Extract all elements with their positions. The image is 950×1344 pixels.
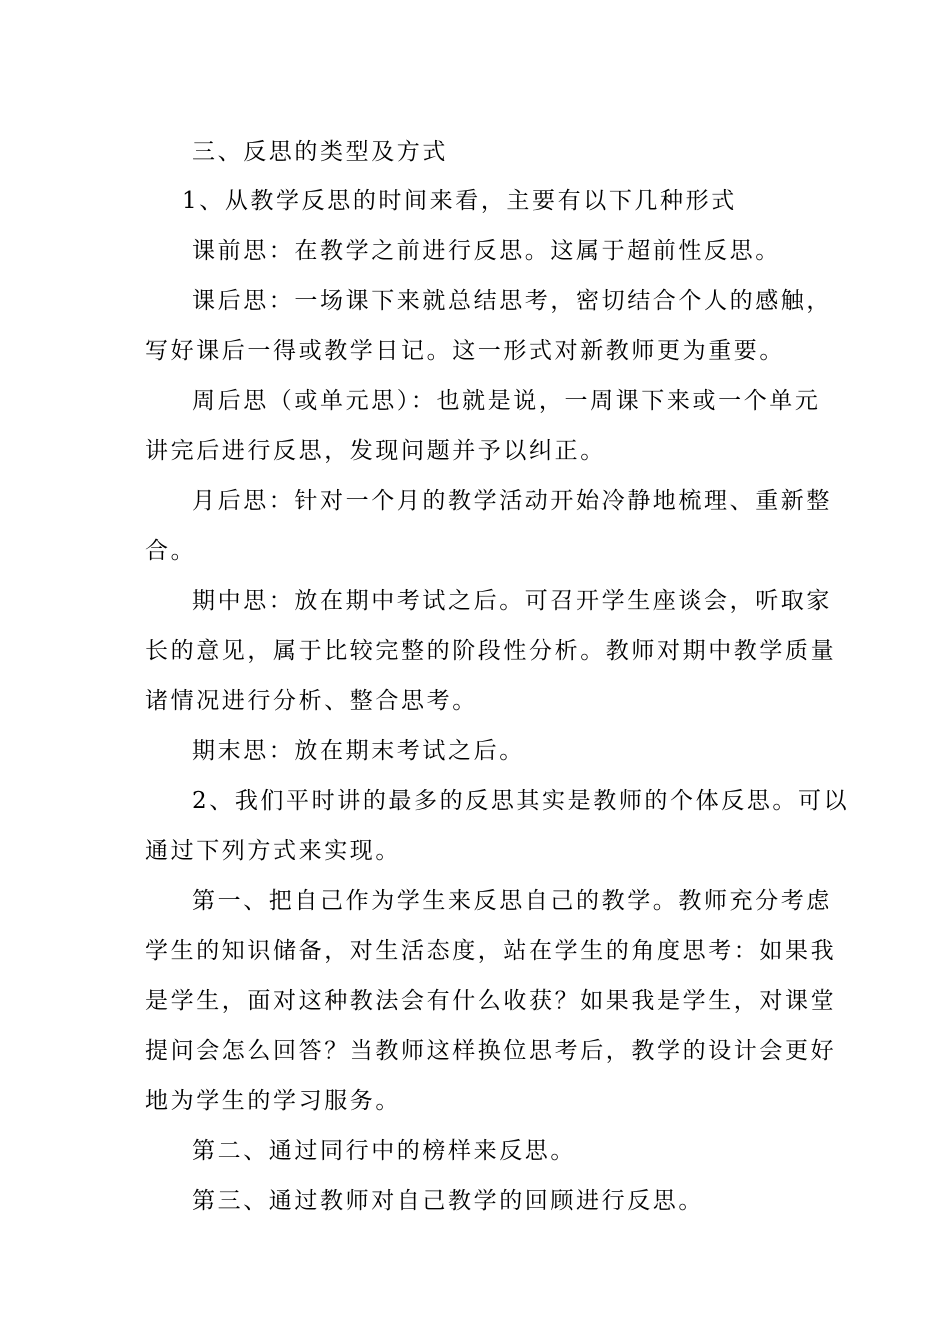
numbered-item-2: 2、我们平时讲的最多的反思其实是教师的个体反思。可以 bbox=[192, 788, 850, 814]
paragraph-line: 第三、通过教师对自己教学的回顾进行反思。 bbox=[192, 1188, 704, 1214]
paragraph-line: 诸情况进行分析、整合思考。 bbox=[145, 688, 478, 714]
paragraph-line: 第二、通过同行中的榜样来反思。 bbox=[192, 1138, 576, 1164]
paragraph-line: 写好课后一得或教学日记。这一形式对新教师更为重要。 bbox=[145, 338, 785, 364]
numbered-item-1: 1、从教学反思的时间来看，主要有以下几种形式 bbox=[182, 188, 737, 214]
paragraph-line: 是学生，面对这种教法会有什么收获？如果我是学生，对课堂 bbox=[145, 988, 837, 1014]
paragraph-line: 讲完后进行反思，发现问题并予以纠正。 bbox=[145, 438, 606, 464]
paragraph-line: 第一、把自己作为学生来反思自己的教学。教师充分考虑 bbox=[192, 888, 832, 914]
paragraph-line: 地为学生的学习服务。 bbox=[145, 1088, 401, 1114]
paragraph-line: 期中思：放在期中考试之后。可召开学生座谈会，听取家 bbox=[192, 588, 832, 614]
paragraph-line: 学生的知识储备，对生活态度，站在学生的角度思考：如果我 bbox=[145, 938, 837, 964]
paragraph-line: 课后思：一场课下来就总结思考，密切结合个人的感触， bbox=[192, 288, 832, 314]
paragraph-line: 长的意见，属于比较完整的阶段性分析。教师对期中教学质量 bbox=[145, 638, 837, 664]
paragraph-line: 周后思（或单元思）：也就是说，一周课下来或一个单元 bbox=[192, 388, 821, 414]
paragraph-line: 提问会怎么回答？当教师这样换位思考后，教学的设计会更好 bbox=[145, 1038, 837, 1064]
section-heading: 三、反思的类型及方式 bbox=[192, 139, 448, 165]
paragraph-line: 期末思：放在期末考试之后。 bbox=[192, 738, 525, 764]
paragraph-line: 课前思：在教学之前进行反思。这属于超前性反思。 bbox=[192, 238, 781, 264]
paragraph-line: 月后思：针对一个月的教学活动开始冷静地梳理、重新整 bbox=[192, 488, 832, 514]
paragraph-line: 通过下列方式来实现。 bbox=[145, 838, 401, 864]
paragraph-line: 合。 bbox=[145, 538, 197, 564]
